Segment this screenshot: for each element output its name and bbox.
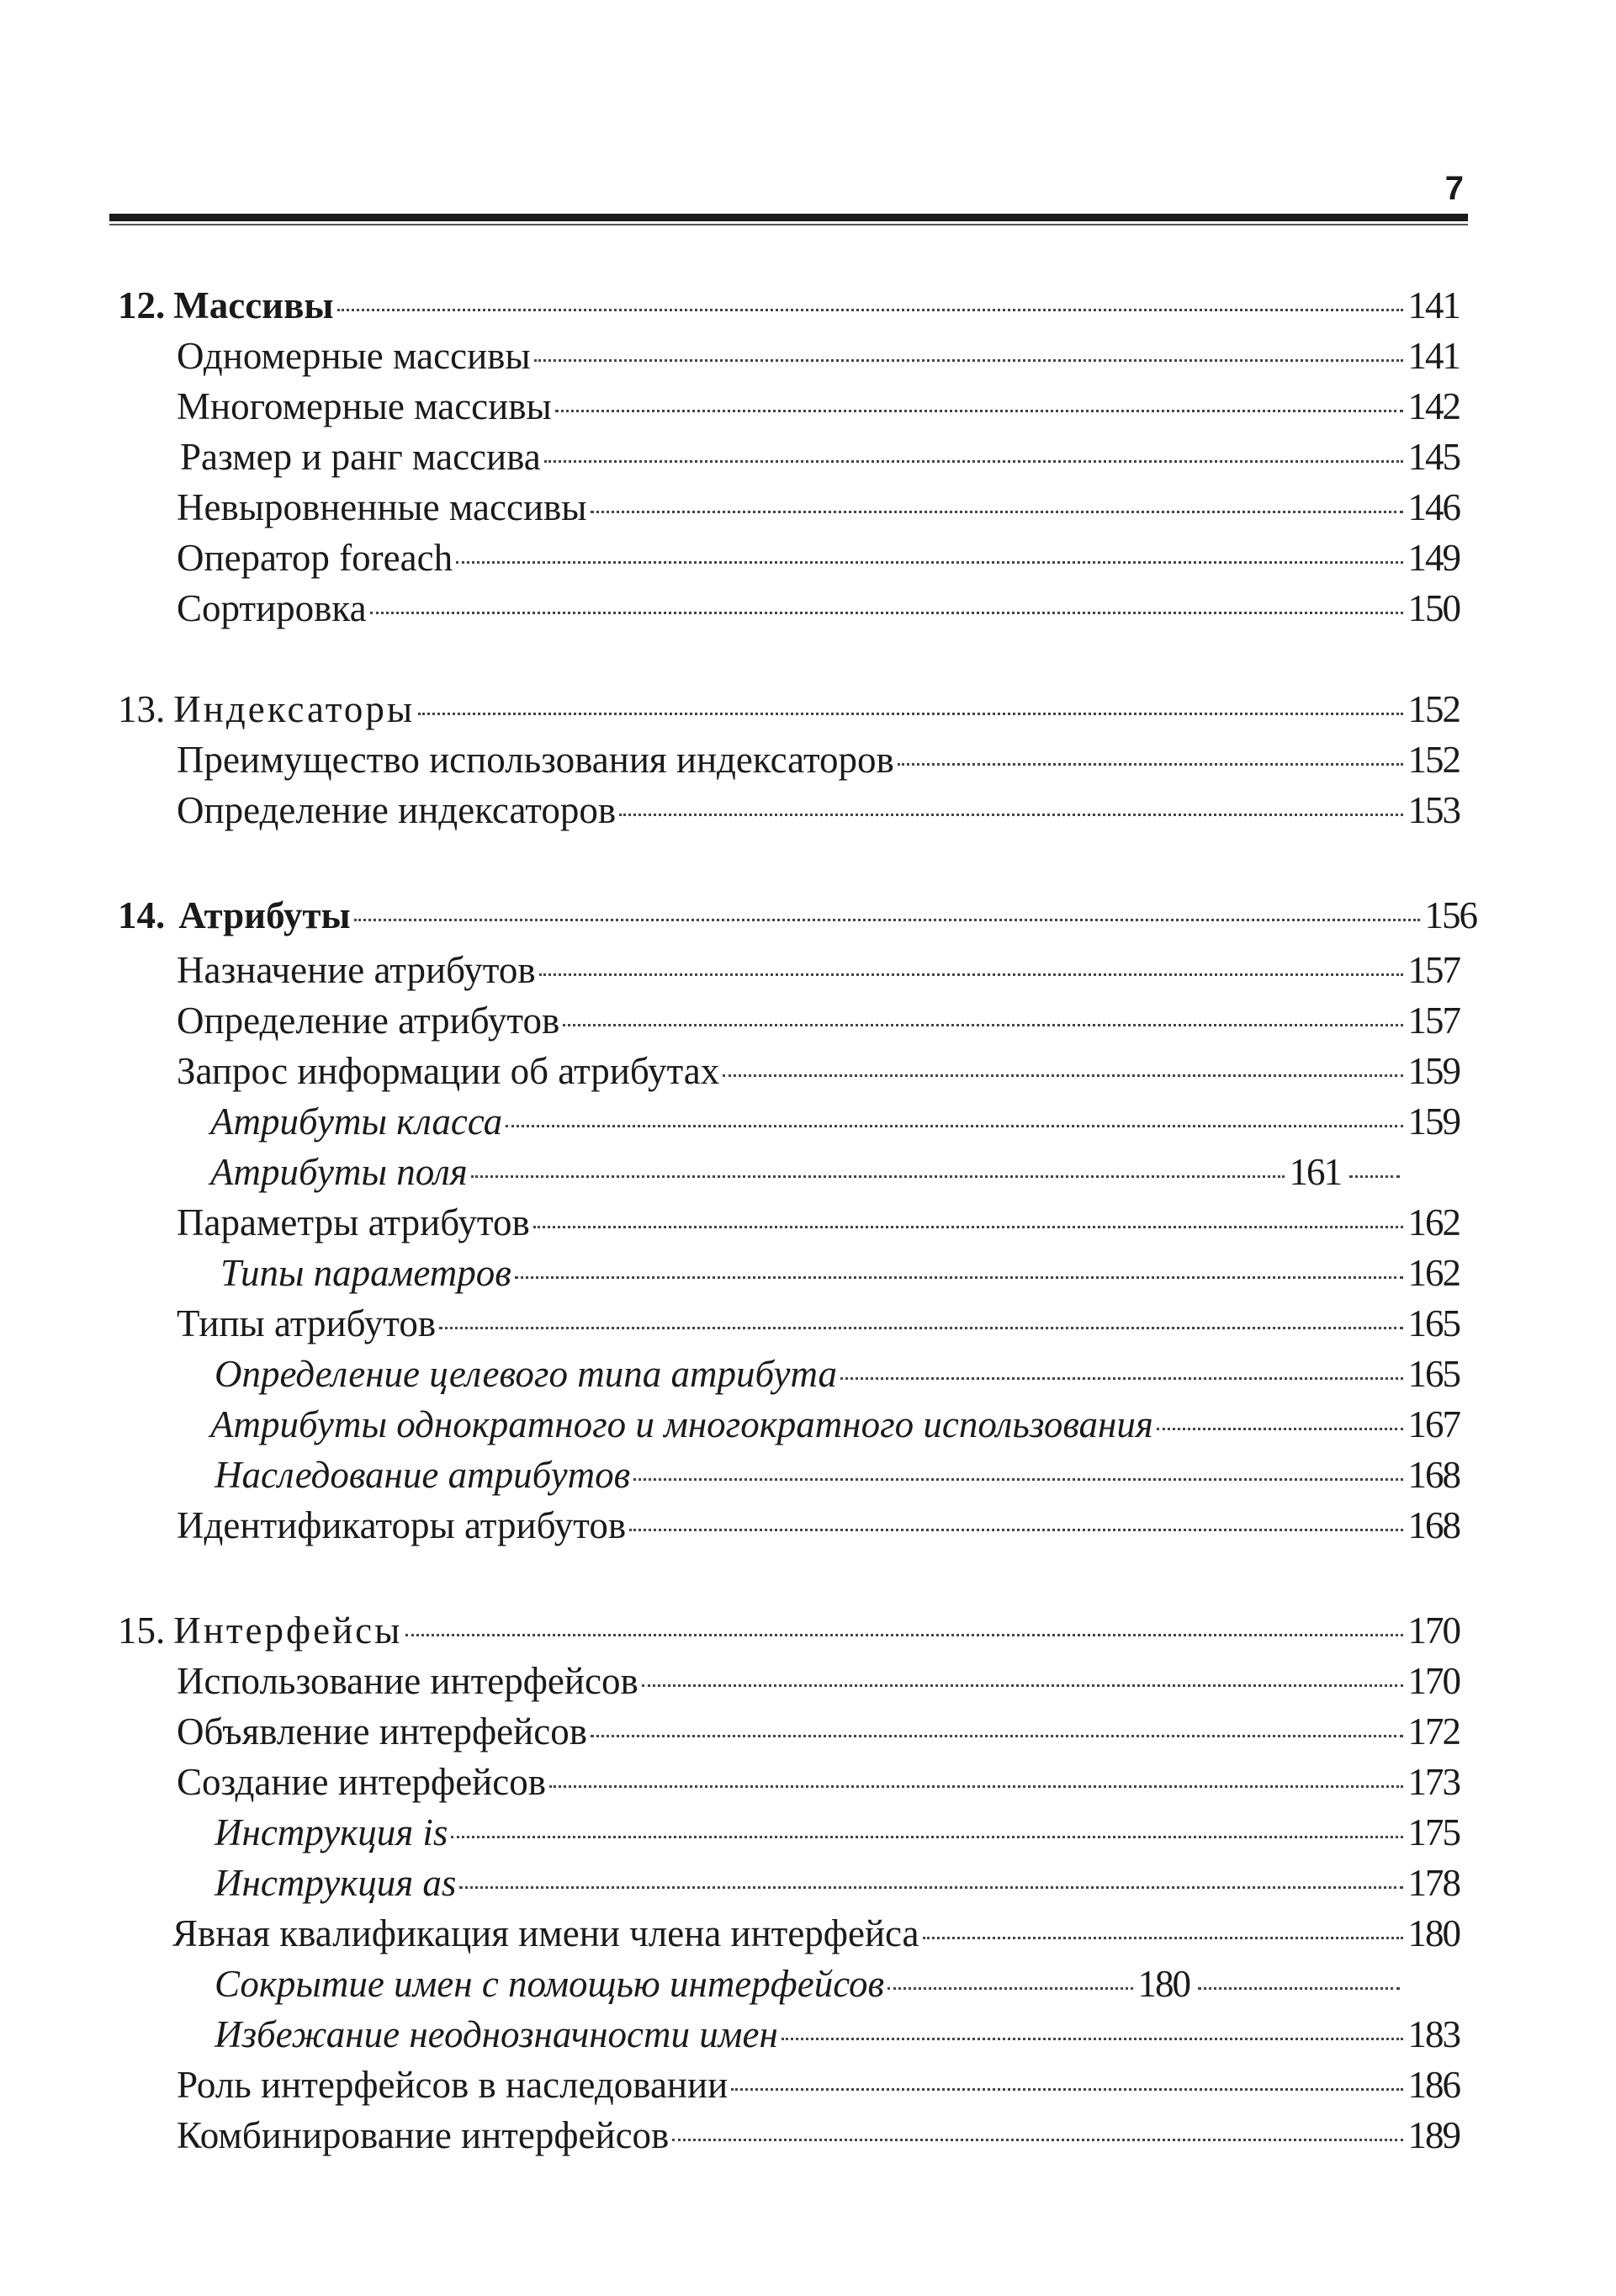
- entry-page: 175: [1407, 1811, 1460, 1853]
- dot-leader: [555, 410, 1403, 412]
- entry-page: 180: [1137, 1963, 1189, 2005]
- entry-page: 159: [1407, 1100, 1460, 1143]
- dot-leader: [840, 1377, 1402, 1380]
- entry-title: Инструкция as: [215, 1862, 457, 1904]
- entry-title: Определение индексаторов: [177, 789, 617, 831]
- dot-leader: [731, 2088, 1402, 2091]
- toc-entry[interactable]: [177, 383, 1460, 430]
- entry-page: 178: [1407, 1862, 1460, 1904]
- toc-chapter-15[interactable]: [118, 1607, 1460, 1654]
- toc-entry[interactable]: [172, 1910, 1460, 1957]
- toc-entry[interactable]: [177, 1708, 1460, 1755]
- entry-title: Создание интерфейсов: [177, 1761, 546, 1803]
- dot-leader: [337, 309, 1403, 311]
- entry-title: Типы параметров: [220, 1252, 511, 1294]
- entry-page: 180: [1407, 1912, 1460, 1954]
- chapter-title: Атрибуты: [178, 894, 351, 936]
- dot-leader: [923, 1937, 1403, 1939]
- entry-page: 157: [1407, 1000, 1460, 1042]
- toc-entry[interactable]: [177, 332, 1460, 379]
- entry-page: 183: [1407, 2013, 1460, 2055]
- entry-page: 168: [1407, 1504, 1460, 1546]
- entry-title: Использование интерфейсов: [177, 1660, 638, 1702]
- chapter-page: 152: [1407, 688, 1460, 730]
- toc-entry[interactable]: [215, 1809, 1460, 1856]
- page-number: 7: [1444, 170, 1464, 207]
- toc-entry[interactable]: [177, 997, 1460, 1044]
- entry-title: Объявление интерфейсов: [177, 1710, 587, 1752]
- dot-leader: [591, 1735, 1403, 1737]
- chapter-title: Индексаторы: [173, 688, 416, 730]
- dot-leader: [629, 1529, 1402, 1531]
- toc-entry[interactable]: [180, 433, 1460, 480]
- entry-title: Оператор foreach: [177, 537, 453, 579]
- dot-leader: [456, 561, 1402, 564]
- dot-leader: [354, 919, 1420, 921]
- dot-leader: [439, 1327, 1402, 1329]
- entry-page: 153: [1407, 789, 1460, 831]
- dot-leader: [515, 1276, 1403, 1279]
- entry-page: 173: [1407, 1761, 1460, 1803]
- entry-page: 168: [1407, 1454, 1460, 1496]
- entry-title: Размер и ранг массива: [180, 436, 541, 478]
- dot-leader: [591, 511, 1403, 513]
- toc-entry[interactable]: [177, 2061, 1460, 2108]
- entry-page: 186: [1407, 2064, 1460, 2106]
- dot-leader: [471, 1175, 1285, 1178]
- dot-leader: [533, 1226, 1403, 1228]
- dot-leader: [1349, 1175, 1400, 1178]
- entry-title: Определение целевого типа атрибута: [215, 1353, 838, 1395]
- toc-entry[interactable]: [177, 1199, 1460, 1246]
- dot-leader: [370, 612, 1403, 614]
- entry-page: 162: [1407, 1252, 1460, 1294]
- chapter-number: 14.: [118, 894, 166, 936]
- dot-leader: [534, 359, 1403, 362]
- toc-entry[interactable]: [215, 1859, 1460, 1906]
- toc-entry[interactable]: [177, 2112, 1460, 2159]
- dot-leader: [418, 713, 1402, 715]
- entry-page: 165: [1407, 1302, 1460, 1344]
- entry-page: 145: [1407, 436, 1460, 478]
- chapter-number: 13.: [118, 688, 166, 730]
- entry-title: Наследование атрибутов: [215, 1454, 631, 1496]
- dot-leader: [1157, 1428, 1403, 1430]
- toc-entry[interactable]: [177, 787, 1460, 834]
- toc-entry[interactable]: [210, 1098, 1460, 1145]
- entry-page: 172: [1407, 1710, 1460, 1752]
- dot-leader: [549, 1785, 1403, 1788]
- entry-page: 146: [1407, 486, 1460, 528]
- entry-title: Невыровненные массивы: [177, 486, 587, 528]
- chapter-title: Интерфейсы: [173, 1609, 403, 1652]
- entry-title: Атрибуты поля: [210, 1151, 468, 1193]
- entry-title: Атрибуты класса: [210, 1100, 503, 1143]
- toc-entry[interactable]: [177, 1047, 1460, 1095]
- entry-page: 162: [1407, 1201, 1460, 1243]
- dot-leader: [633, 1478, 1402, 1481]
- dot-leader: [782, 2038, 1403, 2040]
- chapter-number: 12.: [118, 284, 166, 326]
- toc-chapter-13[interactable]: [118, 686, 1460, 733]
- dot-leader: [459, 1886, 1402, 1889]
- entry-title: Сокрытие имен с помощью интерфейсов: [215, 1963, 885, 2005]
- dot-leader: [539, 973, 1403, 976]
- toc-entry[interactable]: [220, 1249, 1460, 1296]
- entry-title: Явная квалификация имени члена интерфейса: [172, 1912, 919, 1954]
- toc-chapter-14[interactable]: [118, 892, 1476, 939]
- entry-page: 161: [1289, 1151, 1341, 1193]
- toc-entry[interactable]: [177, 585, 1460, 632]
- entry-page: 142: [1407, 385, 1460, 427]
- entry-page: 150: [1407, 587, 1460, 629]
- entry-page: 167: [1407, 1403, 1460, 1445]
- entry-title: Атрибуты однократного и многократного использования: [210, 1403, 1153, 1445]
- dot-leader: [563, 1024, 1402, 1026]
- entry-title: Комбинирование интерфейсов: [177, 2114, 670, 2156]
- dot-leader: [506, 1125, 1402, 1127]
- toc-chapter-12[interactable]: [118, 282, 1460, 329]
- toc-entry[interactable]: [210, 1148, 1405, 1196]
- toc-entry[interactable]: [210, 1401, 1460, 1448]
- entry-page: 189: [1407, 2114, 1460, 2156]
- entry-title: Типы атрибутов: [177, 1302, 437, 1344]
- entry-title: Идентификаторы атрибутов: [177, 1504, 627, 1546]
- toc-entry[interactable]: [215, 1350, 1460, 1397]
- entry-page: 152: [1407, 739, 1460, 781]
- entry-page: 149: [1407, 537, 1460, 579]
- dot-leader: [544, 460, 1403, 463]
- entry-page: 170: [1407, 1660, 1460, 1702]
- entry-page: 141: [1407, 335, 1460, 377]
- toc-entry[interactable]: [215, 2011, 1460, 2058]
- entry-title: Назначение атрибутов: [177, 949, 536, 991]
- entry-title: Избежание неоднозначности имен: [215, 2013, 778, 2055]
- dot-leader: [451, 1836, 1402, 1838]
- toc-entry[interactable]: [177, 1502, 1460, 1549]
- chapter-page: 141: [1407, 284, 1460, 326]
- entry-page: 159: [1407, 1050, 1460, 1092]
- toc-entry[interactable]: [215, 1451, 1460, 1498]
- toc-entry[interactable]: [177, 1657, 1460, 1705]
- entry-page: 157: [1407, 949, 1460, 991]
- chapter-title: Массивы: [173, 284, 334, 326]
- dot-leader: [672, 2139, 1402, 2141]
- chapter-page: 170: [1407, 1609, 1460, 1652]
- toc-entry[interactable]: [177, 484, 1460, 531]
- dot-leader: [619, 814, 1402, 816]
- entry-title: Роль интерфейсов в наследовании: [177, 2064, 729, 2106]
- toc-entry[interactable]: [177, 1758, 1460, 1806]
- dot-leader: [405, 1634, 1402, 1636]
- entry-title: Параметры атрибутов: [177, 1201, 530, 1243]
- entry-title: Запрос информации об атрибутах: [177, 1050, 720, 1092]
- dot-leader: [898, 763, 1403, 766]
- entry-title: Многомерные массивы: [177, 385, 552, 427]
- entry-title: Сортировка: [177, 587, 367, 629]
- chapter-page: 156: [1424, 894, 1476, 936]
- dot-leader: [1198, 1987, 1400, 1990]
- entry-title: Одномерные массивы: [177, 335, 531, 377]
- chapter-number: 15.: [118, 1609, 166, 1652]
- dot-leader: [887, 1987, 1132, 1990]
- toc-entry[interactable]: [177, 534, 1460, 581]
- dot-leader: [723, 1074, 1402, 1077]
- toc-entry[interactable]: [177, 947, 1460, 994]
- toc-entry[interactable]: [177, 736, 1460, 783]
- toc-entry[interactable]: [177, 1300, 1460, 1347]
- entry-page: 165: [1407, 1353, 1460, 1395]
- entry-title: Определение атрибутов: [177, 1000, 560, 1042]
- toc-entry[interactable]: [215, 1960, 1405, 2007]
- entry-title: Преимущество использования индексаторов: [177, 739, 894, 781]
- dot-leader: [642, 1684, 1403, 1687]
- entry-title: Инструкция is: [215, 1811, 448, 1853]
